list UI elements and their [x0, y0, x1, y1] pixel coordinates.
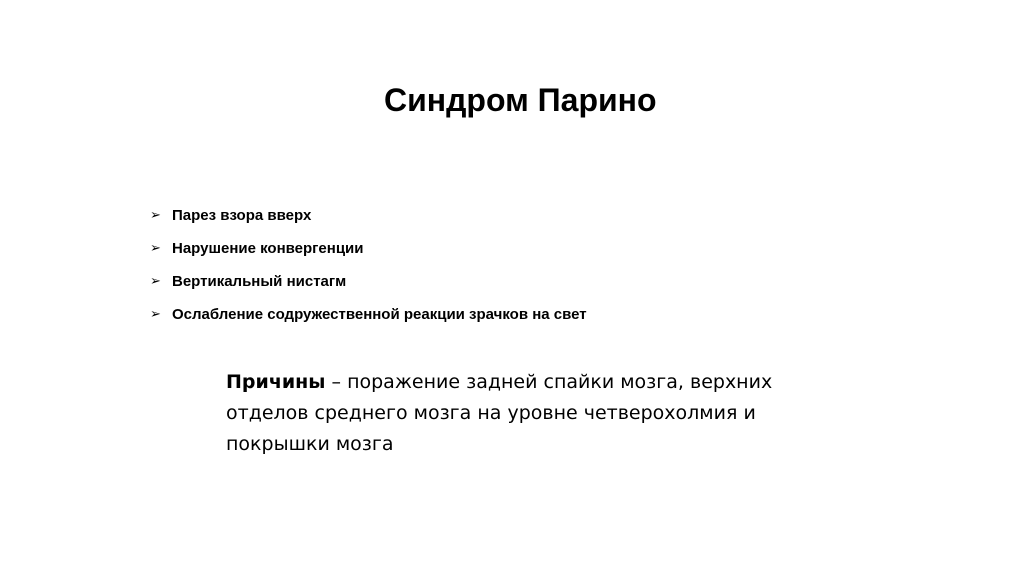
list-item-text: Парез взора вверх	[172, 206, 312, 224]
list-item	[150, 271, 587, 291]
arrow-bullet-icon: ➢	[150, 207, 161, 223]
arrow-bullet-icon: ➢	[150, 240, 161, 256]
causes-paragraph	[226, 367, 826, 460]
list-item	[150, 238, 587, 258]
list-item	[150, 205, 587, 225]
list-item	[150, 304, 587, 324]
arrow-bullet-icon: ➢	[150, 306, 161, 322]
symptom-list	[150, 205, 587, 337]
list-item-text: Нарушение конвергенции	[172, 239, 364, 257]
list-item-text: Вертикальный нистагм	[172, 272, 347, 290]
slide-title: Синдром Парино	[384, 82, 657, 118]
arrow-bullet-icon: ➢	[150, 273, 161, 289]
causes-lead: Причины	[226, 371, 326, 393]
causes-text: – поражение задней спайки мозга, верхних отделов среднего мозга на уровне четверохолмия и покрышки мозга	[226, 371, 773, 455]
list-item-text: Ослабление содружественной реакции зрачков на свет	[172, 305, 587, 323]
